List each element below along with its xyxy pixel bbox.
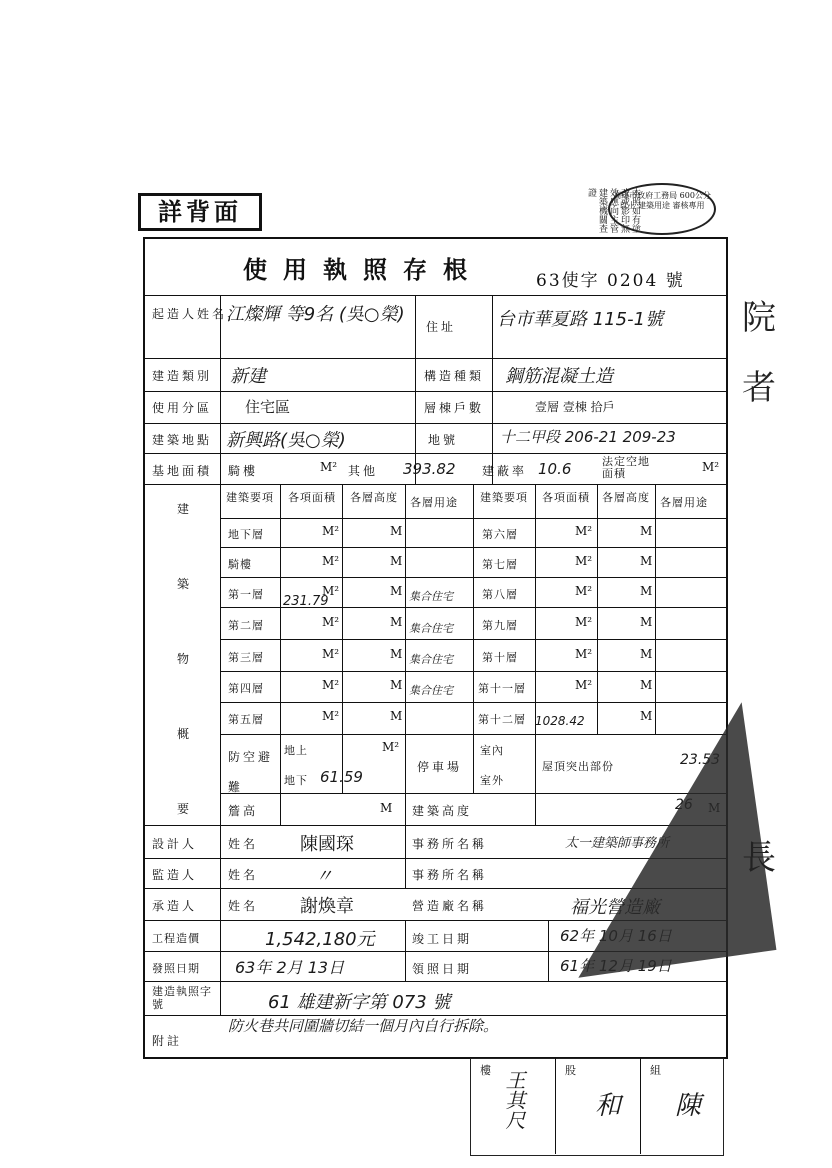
floor-use: 集合住宅: [409, 622, 453, 635]
roof-label: 屋頂突出部份: [542, 760, 614, 773]
floor-use: 集合住宅: [409, 590, 453, 603]
roof-value: 23.53: [680, 752, 721, 768]
floor-label: 第一層: [228, 588, 264, 601]
divider: [143, 423, 728, 424]
detail-back-stamp: 詳背面: [138, 193, 262, 231]
unit: M: [640, 524, 653, 538]
column-line: [655, 484, 656, 734]
unit: M²: [320, 460, 338, 474]
factory-label: 營造廠名稱: [412, 899, 488, 913]
floor-label: 第九層: [482, 619, 518, 632]
header-item: 建築要項: [480, 491, 528, 504]
note-value: 防火巷共同圍牆切結一個月內自行拆除。: [228, 1017, 499, 1035]
zone-label: 使用分區: [152, 401, 213, 415]
height-value: 26: [675, 797, 693, 813]
building-permit-value: 61 雄建新字第 073 號: [268, 992, 451, 1013]
first-floor-area: 231.79: [283, 594, 329, 609]
floor-label: 第十二層: [478, 713, 526, 726]
unit: M: [390, 647, 403, 661]
header-use: 各層用途: [410, 496, 458, 509]
ground-label: 地上: [284, 744, 308, 757]
site-value: 新興路(吳○榮): [226, 430, 346, 451]
side-label: 築: [177, 577, 193, 591]
other-value: 393.82: [403, 460, 456, 478]
owner-label: 起造人姓名: [152, 307, 228, 321]
signature: 陳: [675, 1091, 702, 1121]
unit: M²: [575, 524, 593, 538]
unit: M: [390, 709, 403, 723]
column-line: [492, 295, 493, 485]
permit-number: 63使字 0204 號: [536, 271, 685, 291]
unit: M: [390, 554, 403, 568]
column-line: [473, 484, 474, 794]
column-line: [597, 484, 598, 734]
header-area: 各項面積: [288, 491, 336, 504]
building-type-value: 新建: [230, 366, 266, 387]
unit: M: [640, 554, 653, 568]
contractor-name: 謝煥章: [300, 896, 354, 917]
name-label: 姓名: [228, 899, 259, 913]
divider: [143, 358, 728, 359]
structure-label: 構造種類: [424, 369, 485, 383]
side-label: 物: [177, 652, 193, 666]
floor-label: 第六層: [482, 528, 518, 541]
issue-value: 63年 2月 13日: [235, 958, 345, 977]
approval-label: 組: [650, 1064, 662, 1077]
unit: M²: [575, 647, 593, 661]
divider: [143, 453, 728, 454]
column-line: [640, 1058, 641, 1154]
structure-value: 鋼筋混凝土造: [505, 366, 613, 387]
shelter-label: 防空避難: [228, 750, 274, 794]
height-label: 建築高度: [412, 804, 473, 818]
unit: M: [640, 678, 653, 692]
designer-label: 設計人: [152, 837, 198, 851]
coverage-label: 建蔽率: [482, 464, 528, 478]
unit: M²: [575, 678, 593, 692]
lot-label: 地號: [428, 433, 459, 447]
floor-label: 第十一層: [478, 682, 526, 695]
underground-label: 地下: [284, 774, 308, 787]
unit: M²: [322, 584, 340, 598]
floor-label: 第五層: [228, 713, 264, 726]
header-item: 建築要項: [226, 491, 274, 504]
building-type-label: 建造類別: [152, 369, 213, 383]
header-use: 各層用途: [660, 496, 708, 509]
margin-text: 者: [742, 368, 776, 408]
floor-label: 第七層: [482, 558, 518, 571]
floor-label: 第三層: [228, 651, 264, 664]
designer-name: 陳國琛: [300, 834, 354, 855]
unit: M²: [322, 709, 340, 723]
receive-label: 領照日期: [412, 962, 473, 976]
column-line: [415, 295, 416, 485]
unit: M²: [322, 647, 340, 661]
other-label: 其他: [348, 464, 379, 478]
parking-label: 停車場: [417, 760, 463, 774]
unit: M: [390, 615, 403, 629]
column-line: [405, 484, 406, 888]
arcade-label: 騎樓: [228, 464, 259, 478]
unit: M: [640, 647, 653, 661]
office-label: 事務所名稱: [412, 868, 488, 882]
column-line: [535, 484, 536, 825]
unit: M: [640, 615, 653, 629]
unit: M²: [575, 554, 593, 568]
header-height: 各層高度: [350, 491, 398, 504]
address-label: 住址: [426, 320, 457, 334]
oval-stamp: 高雄市政府工務局 600公分以上 建築用途 審核專用: [608, 183, 716, 235]
floor-label: 騎樓: [228, 558, 252, 571]
column-line: [405, 920, 406, 982]
unit: M: [390, 524, 403, 538]
floor-use: 集合住宅: [409, 653, 453, 666]
contractor-label: 承造人: [152, 899, 198, 913]
legal-note: 本照如有塗改或影印無效應向主管建築機關查證: [586, 188, 640, 233]
column-line: [220, 295, 221, 1015]
side-label: 建: [177, 502, 193, 516]
approval-label: 股: [565, 1064, 577, 1077]
unit: M²: [575, 584, 593, 598]
unit: M²: [322, 678, 340, 692]
supervisor-label: 監造人: [152, 868, 198, 882]
unit: M: [640, 709, 653, 723]
divider: [220, 639, 728, 640]
unit: M²: [322, 615, 340, 629]
receive-value: 61年 12月 19日: [560, 957, 672, 975]
lot-value: 十二甲段 206-21 209-23: [500, 428, 676, 446]
signature: 和: [595, 1091, 622, 1121]
unit: M: [390, 584, 403, 598]
twelfth-value: 1028.42: [535, 714, 585, 728]
legal-label: 法定空地面積: [602, 455, 650, 480]
form-title: 使用執照存根: [243, 255, 483, 284]
margin-text: 長: [742, 838, 776, 878]
site-label: 建築地點: [152, 433, 213, 447]
issue-label: 發照日期: [152, 962, 200, 975]
unit: M: [390, 678, 403, 692]
unit: M²: [382, 740, 400, 754]
supervisor-name: 〃: [315, 866, 333, 887]
unit: M: [640, 584, 653, 598]
divider: [220, 577, 728, 578]
address-value: 台市華夏路 115-1號: [497, 309, 664, 330]
column-line: [280, 484, 281, 825]
divider: [143, 484, 728, 485]
unit: M²: [322, 524, 340, 538]
floor-label: 第二層: [228, 619, 264, 632]
unit: M: [380, 801, 393, 815]
column-line: [342, 484, 343, 794]
signature: 王其尺: [502, 1070, 526, 1130]
outdoor-label: 室外: [480, 774, 504, 787]
divider: [143, 295, 728, 296]
floor-label: 第十層: [482, 651, 518, 664]
margin-text: 院: [742, 298, 776, 338]
divider: [220, 702, 728, 703]
eave-label: 簷高: [228, 804, 259, 818]
factory-value: 福光營造廠: [570, 897, 660, 918]
divider: [143, 391, 728, 392]
column-line: [555, 1058, 556, 1154]
unit: M²: [702, 460, 720, 474]
floor-label: 第八層: [482, 588, 518, 601]
header-height: 各層高度: [602, 491, 650, 504]
office-value: 太一建築師事務所: [565, 836, 670, 851]
approval-label: 樓: [480, 1064, 492, 1077]
unit: M²: [322, 554, 340, 568]
area-label: 基地面積: [152, 464, 213, 478]
divider: [220, 518, 728, 519]
floor-label: 地下層: [228, 528, 264, 541]
name-label: 姓名: [228, 837, 259, 851]
zone-value: 住宅區: [245, 398, 291, 416]
underground-value: 61.59: [320, 768, 363, 786]
divider: [220, 671, 728, 672]
note-label: 附註: [152, 1034, 183, 1048]
divider: [220, 547, 728, 548]
floors-label: 層棟戶數: [424, 401, 485, 415]
floor-use: 集合住宅: [409, 684, 453, 697]
header-area: 各項面積: [542, 491, 590, 504]
office-label: 事務所名稱: [412, 837, 488, 851]
coverage-value: 10.6: [538, 460, 572, 478]
column-line: [548, 920, 549, 982]
floor-label: 第四層: [228, 682, 264, 695]
side-label: 概: [177, 727, 193, 741]
floors-value: 壹層 壹棟 拾戶: [535, 400, 615, 414]
owner-value: 江燦輝 等9名 (吳○榮): [226, 304, 405, 325]
unit: M: [708, 801, 721, 815]
building-permit-label: 建造執照字號: [152, 985, 212, 1011]
completion-label: 竣工日期: [412, 932, 473, 946]
unit: M²: [575, 615, 593, 629]
divider: [143, 981, 728, 982]
cost-value: 1,542,180元: [265, 929, 375, 950]
completion-value: 62年 10月 16日: [560, 927, 672, 945]
name-label: 姓名: [228, 868, 259, 882]
side-label: 要: [177, 802, 193, 816]
indoor-label: 室內: [480, 744, 504, 757]
cost-label: 工程造價: [152, 932, 200, 945]
